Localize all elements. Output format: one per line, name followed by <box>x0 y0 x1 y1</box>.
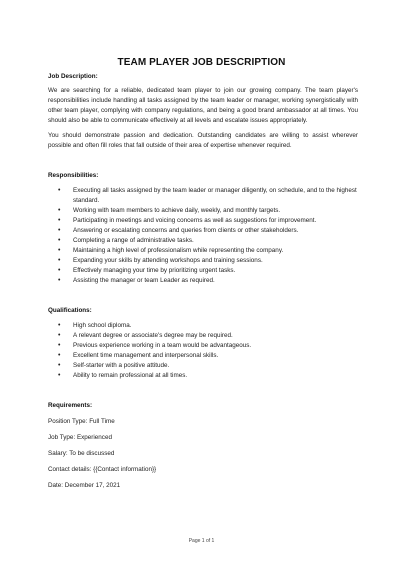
list-item: • Excellent time management and interpersonal skills. <box>48 351 358 361</box>
job-description-paragraph-2: You should demonstrate passion and dedication. Outstanding candidates are willing to assist wherever possible and often fill roles that fall outside of their area of expertise whenever required. <box>48 132 358 149</box>
list-item: • Working with team members to achieve daily, weekly, and monthly targets. <box>48 206 358 216</box>
page-title: TEAM PLAYER JOB DESCRIPTION <box>117 57 286 68</box>
job-description-heading: Job Description: <box>48 73 98 80</box>
list-item: • Ability to remain professional at all times. <box>48 371 358 381</box>
contact-details: Contact details: {{Contact information}} <box>48 466 157 473</box>
list-item: • Completing a range of administrative tasks. <box>48 236 358 246</box>
list-item: • High school diploma. <box>48 321 358 331</box>
list-item: • Participating in meetings and voicing concerns as well as suggestions for improvement. <box>48 216 358 226</box>
responsibilities-heading: Responsibilities: <box>48 172 99 179</box>
qualifications-list <box>48 321 358 381</box>
list-item: • Assisting the manager or team Leader as required. <box>48 276 358 286</box>
list-item: • Answering or escalating concerns and queries from clients or other stakeholders. <box>48 226 358 236</box>
list-item: • A relevant degree or associate's degree may be required. <box>48 331 358 341</box>
position-type: Position Type: Full Time <box>48 418 115 425</box>
list-item: • Self-starter with a positive attitude. <box>48 361 358 371</box>
salary: Salary: To be discussed <box>48 450 115 457</box>
responsibilities-list <box>48 186 358 286</box>
list-item: • Executing all tasks assigned by the team leader or manager diligently, on schedule, and to the highest standard. <box>48 186 358 206</box>
job-description-paragraph-1: We are searching for a reliable, dedicated team player to join our growing company. The team player's responsibilities include handling all tasks assigned by the team leader or manager, working synergistically with other team player, complying with company regulations, and being a good brand ambassador at all times. You should also be able to communicate effectively at all levels and escalate issues appropriately. <box>48 87 358 124</box>
page-footer: Page 1 of 1 <box>188 538 215 544</box>
list-item: • Expanding your skills by attending workshops and training sessions. <box>48 256 358 266</box>
list-item: • Previous experience working in a team would be advantageous. <box>48 341 358 351</box>
list-item: • Effectively managing your time by prioritizing urgent tasks. <box>48 266 358 276</box>
list-item: • Maintaining a high level of professionalism while representing the company. <box>48 246 358 256</box>
job-type: Job Type: Experienced <box>48 434 112 441</box>
qualifications-heading: Qualifications: <box>48 307 92 314</box>
document-body <box>48 72 358 491</box>
requirements-heading: Requirements: <box>48 402 93 409</box>
date: Date: December 17, 2021 <box>48 482 121 489</box>
